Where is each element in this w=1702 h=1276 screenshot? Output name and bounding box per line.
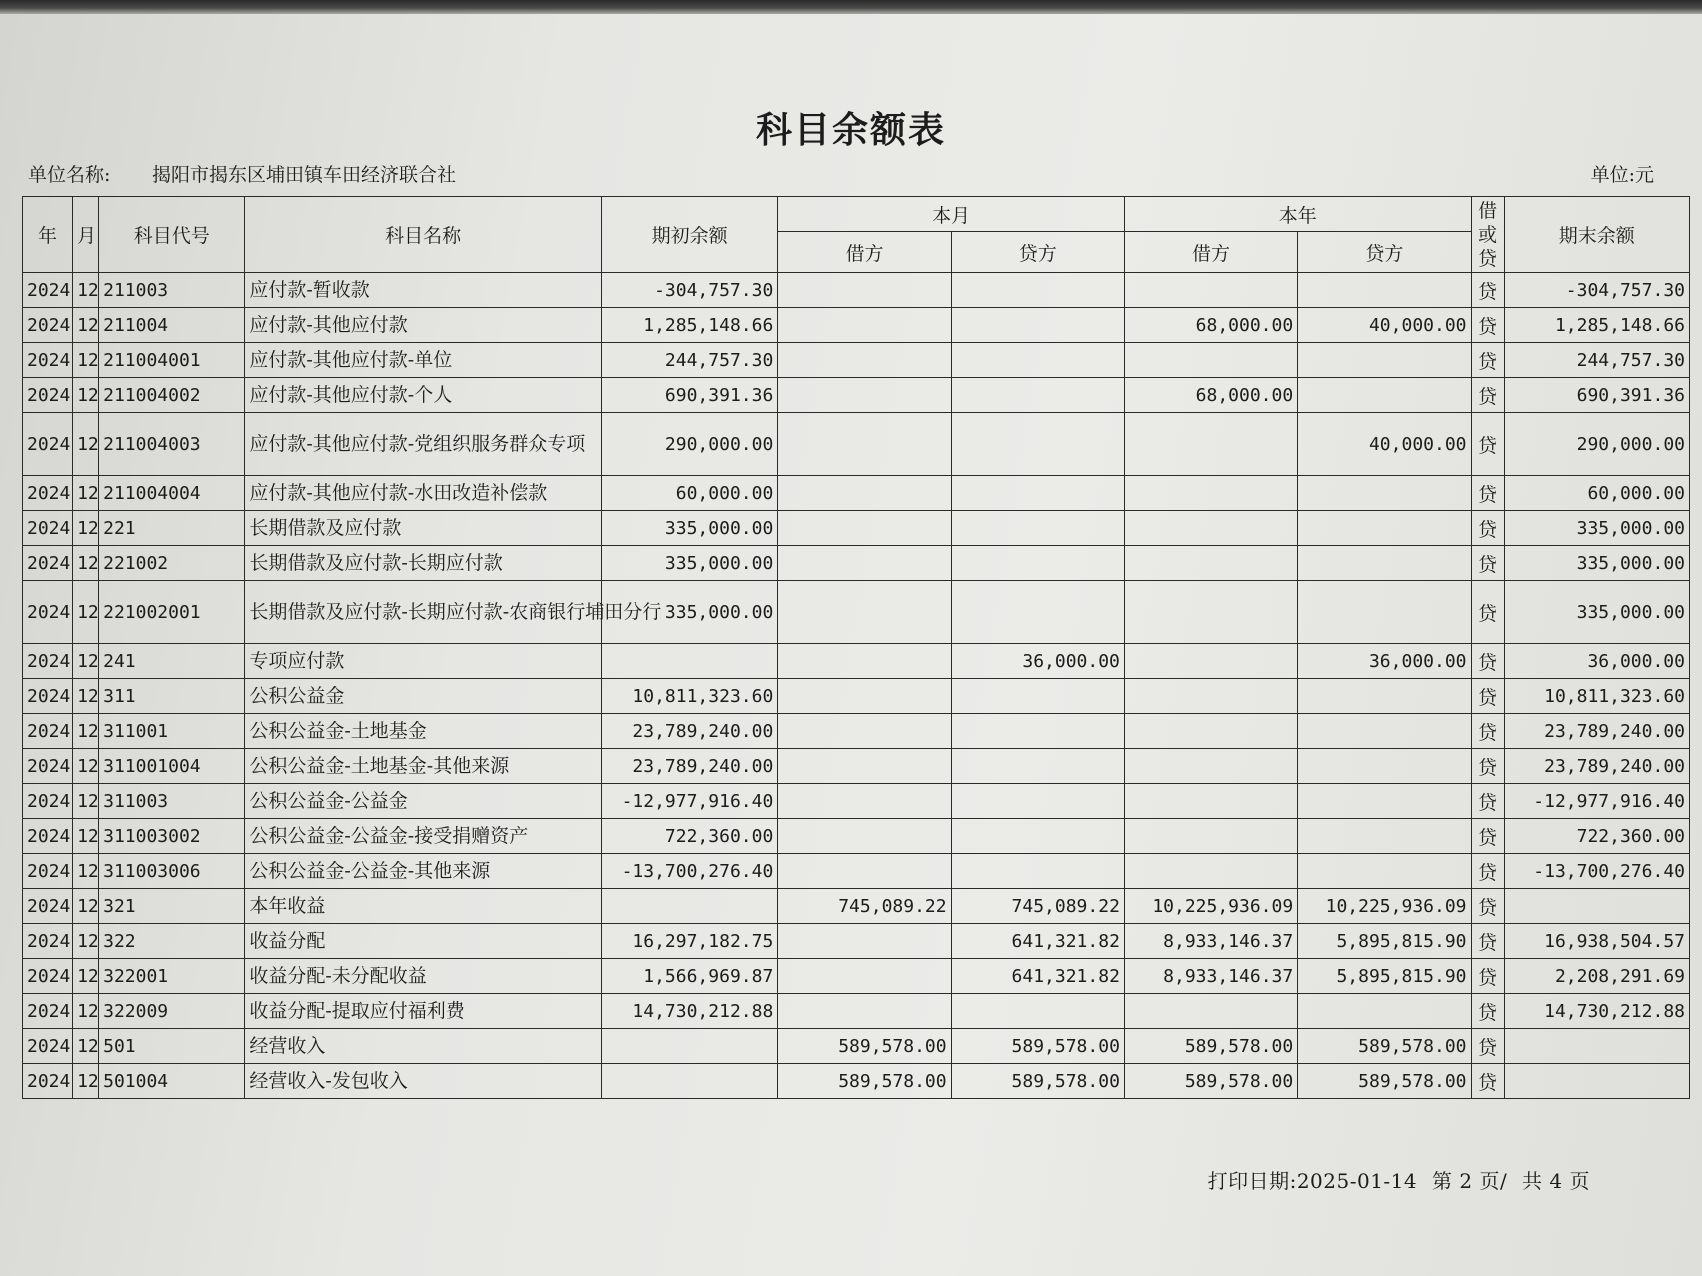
cell-month: 12 — [73, 378, 99, 413]
cell-closing-balance: 14,730,212.88 — [1504, 994, 1689, 1029]
cell-month-debit — [778, 749, 951, 784]
cell-account-name: 专项应付款 — [245, 644, 602, 679]
cell-opening-balance: 690,391.36 — [601, 378, 777, 413]
cell-direction: 贷 — [1471, 308, 1504, 343]
table-row — [23, 581, 1690, 644]
table-row — [23, 854, 1690, 889]
cell-month-debit — [778, 854, 951, 889]
cell-year-debit — [1124, 679, 1297, 714]
cell-closing-balance — [1504, 1064, 1689, 1099]
cell-month-credit — [951, 581, 1124, 644]
cell-opening-balance: 23,789,240.00 — [601, 714, 777, 749]
cell-account-name: 收益分配-提取应付福利费 — [245, 994, 602, 1029]
cell-year-debit: 589,578.00 — [1124, 1029, 1297, 1064]
cell-year-debit — [1124, 546, 1297, 581]
cell-year: 2024 — [23, 378, 73, 413]
report-sheet — [0, 14, 1702, 1276]
cell-account-name: 应付款-暂收款 — [245, 273, 602, 308]
print-date: 打印日期:2025-01-14 — [1207, 1169, 1418, 1193]
cell-year: 2024 — [23, 819, 73, 854]
cell-month-credit — [951, 511, 1124, 546]
cell-account-code: 241 — [99, 644, 245, 679]
cell-account-name: 公积公益金-公益金 — [245, 784, 602, 819]
cell-account-code: 311003002 — [99, 819, 245, 854]
cell-account-code: 322001 — [99, 959, 245, 994]
cell-year-credit — [1298, 714, 1471, 749]
table-row — [23, 924, 1690, 959]
table-row — [23, 959, 1690, 994]
cell-closing-balance: 335,000.00 — [1504, 546, 1689, 581]
cell-year-credit: 40,000.00 — [1298, 308, 1471, 343]
cell-opening-balance: 335,000.00 — [601, 546, 777, 581]
cell-year-debit — [1124, 413, 1297, 476]
cell-year-credit — [1298, 378, 1471, 413]
header-year: 年 — [23, 197, 73, 273]
cell-direction: 贷 — [1471, 714, 1504, 749]
cell-year: 2024 — [23, 784, 73, 819]
cell-year-debit: 68,000.00 — [1124, 308, 1297, 343]
header-year-credit: 贷方 — [1298, 232, 1471, 273]
cell-month-debit: 589,578.00 — [778, 1064, 951, 1099]
cell-account-code: 501004 — [99, 1064, 245, 1099]
cell-month-debit — [778, 819, 951, 854]
cell-month-credit — [951, 378, 1124, 413]
table-row — [23, 784, 1690, 819]
cell-month: 12 — [73, 476, 99, 511]
report-title: 科目余额表 — [755, 109, 946, 151]
cell-account-code: 211004 — [99, 308, 245, 343]
cell-opening-balance: 290,000.00 — [601, 413, 777, 476]
cell-account-code: 501 — [99, 1029, 245, 1064]
cell-closing-balance: 335,000.00 — [1504, 511, 1689, 546]
cell-account-code: 311003 — [99, 784, 245, 819]
cell-year-credit: 10,225,936.09 — [1298, 889, 1471, 924]
cell-year-credit: 589,578.00 — [1298, 1064, 1471, 1099]
cell-month-debit — [778, 959, 951, 994]
cell-month-credit: 36,000.00 — [951, 644, 1124, 679]
cell-opening-balance: -13,700,276.40 — [601, 854, 777, 889]
cell-account-code: 211004003 — [99, 413, 245, 476]
cell-direction: 贷 — [1471, 476, 1504, 511]
cell-account-code: 221 — [99, 511, 245, 546]
cell-month-credit — [951, 343, 1124, 378]
cell-month-credit: 641,321.82 — [951, 959, 1124, 994]
table-body — [23, 273, 1690, 1099]
cell-year-debit — [1124, 273, 1297, 308]
cell-year-credit — [1298, 749, 1471, 784]
cell-year-credit: 5,895,815.90 — [1298, 959, 1471, 994]
cell-direction: 贷 — [1471, 889, 1504, 924]
cell-year: 2024 — [23, 924, 73, 959]
cell-month-debit — [778, 714, 951, 749]
cell-year: 2024 — [23, 749, 73, 784]
cell-month-debit — [778, 343, 951, 378]
cell-month: 12 — [73, 714, 99, 749]
cell-direction: 贷 — [1471, 378, 1504, 413]
cell-account-name: 经营收入-发包收入 — [245, 1064, 602, 1099]
cell-month: 12 — [73, 273, 99, 308]
cell-month: 12 — [73, 546, 99, 581]
cell-month: 12 — [73, 959, 99, 994]
cell-year-credit — [1298, 343, 1471, 378]
cell-year-debit — [1124, 749, 1297, 784]
cell-opening-balance: 10,811,323.60 — [601, 679, 777, 714]
cell-month: 12 — [73, 1064, 99, 1099]
cell-direction: 贷 — [1471, 511, 1504, 546]
cell-year-debit — [1124, 581, 1297, 644]
table-row — [23, 889, 1690, 924]
cell-account-name: 公积公益金-公益金-其他来源 — [245, 854, 602, 889]
cell-year-credit — [1298, 273, 1471, 308]
cell-month-credit — [951, 476, 1124, 511]
cell-year-debit — [1124, 644, 1297, 679]
cell-year: 2024 — [23, 343, 73, 378]
cell-year-debit — [1124, 714, 1297, 749]
header-month: 月 — [73, 197, 99, 273]
table-row — [23, 994, 1690, 1029]
cell-direction: 贷 — [1471, 644, 1504, 679]
cell-year-credit — [1298, 679, 1471, 714]
cell-account-code: 211003 — [99, 273, 245, 308]
table-row — [23, 378, 1690, 413]
header-direction: 借 或 贷 — [1471, 197, 1504, 273]
cell-year-credit — [1298, 994, 1471, 1029]
cell-account-name: 公积公益金 — [245, 679, 602, 714]
cell-account-name: 长期借款及应付款-长期应付款 — [245, 546, 602, 581]
cell-year: 2024 — [23, 413, 73, 476]
cell-year-credit — [1298, 546, 1471, 581]
table-row — [23, 714, 1690, 749]
cell-month-credit — [951, 679, 1124, 714]
cell-direction: 贷 — [1471, 854, 1504, 889]
cell-month: 12 — [73, 413, 99, 476]
table-row — [23, 679, 1690, 714]
cell-account-name: 公积公益金-土地基金 — [245, 714, 602, 749]
cell-month-credit — [951, 819, 1124, 854]
table-row — [23, 546, 1690, 581]
cell-year: 2024 — [23, 1064, 73, 1099]
cell-account-code: 322009 — [99, 994, 245, 1029]
cell-opening-balance: 722,360.00 — [601, 819, 777, 854]
cell-year-credit: 36,000.00 — [1298, 644, 1471, 679]
header-closing: 期末余额 — [1504, 197, 1689, 273]
cell-month-credit — [951, 413, 1124, 476]
cell-year: 2024 — [23, 959, 73, 994]
cell-month-debit — [778, 784, 951, 819]
cell-direction: 贷 — [1471, 413, 1504, 476]
cell-opening-balance: 60,000.00 — [601, 476, 777, 511]
cell-month: 12 — [73, 854, 99, 889]
cell-direction: 贷 — [1471, 273, 1504, 308]
cell-month-credit — [951, 994, 1124, 1029]
cell-month-credit — [951, 308, 1124, 343]
table-row — [23, 644, 1690, 679]
cell-year-credit — [1298, 819, 1471, 854]
cell-month-debit: 589,578.00 — [778, 1029, 951, 1064]
cell-closing-balance: 690,391.36 — [1504, 378, 1689, 413]
cell-closing-balance: 23,789,240.00 — [1504, 749, 1689, 784]
cell-account-name: 应付款-其他应付款-单位 — [245, 343, 602, 378]
cell-account-name: 收益分配 — [245, 924, 602, 959]
cell-account-code: 321 — [99, 889, 245, 924]
cell-year-credit: 40,000.00 — [1298, 413, 1471, 476]
cell-closing-balance: 722,360.00 — [1504, 819, 1689, 854]
cell-opening-balance: -12,977,916.40 — [601, 784, 777, 819]
cell-month: 12 — [73, 343, 99, 378]
cell-year-debit — [1124, 784, 1297, 819]
cell-account-code: 311003006 — [99, 854, 245, 889]
cell-opening-balance: 23,789,240.00 — [601, 749, 777, 784]
table-row — [23, 1064, 1690, 1099]
header-code: 科目代号 — [99, 197, 245, 273]
cell-month-debit — [778, 581, 951, 644]
cell-closing-balance: 290,000.00 — [1504, 413, 1689, 476]
cell-direction: 贷 — [1471, 749, 1504, 784]
cell-direction: 贷 — [1471, 959, 1504, 994]
cell-direction: 贷 — [1471, 784, 1504, 819]
cell-opening-balance — [601, 644, 777, 679]
cell-account-name: 应付款-其他应付款 — [245, 308, 602, 343]
cell-year-debit: 8,933,146.37 — [1124, 959, 1297, 994]
cell-month: 12 — [73, 924, 99, 959]
cell-month-credit — [951, 854, 1124, 889]
cell-month-debit: 745,089.22 — [778, 889, 951, 924]
cell-month-debit — [778, 511, 951, 546]
cell-closing-balance: 60,000.00 — [1504, 476, 1689, 511]
cell-year: 2024 — [23, 679, 73, 714]
cell-closing-balance: -304,757.30 — [1504, 273, 1689, 308]
cell-month-credit: 589,578.00 — [951, 1029, 1124, 1064]
cell-account-code: 311001 — [99, 714, 245, 749]
header-month-debit: 借方 — [778, 232, 951, 273]
cell-closing-balance: 2,208,291.69 — [1504, 959, 1689, 994]
cell-month: 12 — [73, 644, 99, 679]
cell-account-code: 311001004 — [99, 749, 245, 784]
cell-account-name: 长期借款及应付款-长期应付款-农商银行埔田分行 — [245, 581, 602, 644]
header-name: 科目名称 — [245, 197, 602, 273]
cell-month-credit — [951, 714, 1124, 749]
cell-month-credit — [951, 273, 1124, 308]
cell-month: 12 — [73, 511, 99, 546]
cell-year-debit: 10,225,936.09 — [1124, 889, 1297, 924]
cell-account-code: 322 — [99, 924, 245, 959]
cell-year-debit — [1124, 343, 1297, 378]
cell-account-code: 211004004 — [99, 476, 245, 511]
cell-month-debit — [778, 308, 951, 343]
cell-closing-balance: 10,811,323.60 — [1504, 679, 1689, 714]
header-this-year: 本年 — [1124, 197, 1471, 232]
cell-year: 2024 — [23, 476, 73, 511]
page-total: 共 4 页 — [1522, 1169, 1590, 1193]
cell-month: 12 — [73, 1029, 99, 1064]
cell-closing-balance: -12,977,916.40 — [1504, 784, 1689, 819]
cell-account-name: 公积公益金-公益金-接受捐赠资产 — [245, 819, 602, 854]
cell-month: 12 — [73, 749, 99, 784]
cell-month-debit — [778, 994, 951, 1029]
cell-account-name: 应付款-其他应付款-个人 — [245, 378, 602, 413]
cell-year: 2024 — [23, 546, 73, 581]
cell-direction: 贷 — [1471, 343, 1504, 378]
cell-month-debit — [778, 679, 951, 714]
table-row — [23, 343, 1690, 378]
cell-closing-balance: -13,700,276.40 — [1504, 854, 1689, 889]
header-year-debit: 借方 — [1124, 232, 1297, 273]
cell-year: 2024 — [23, 581, 73, 644]
cell-account-name: 经营收入 — [245, 1029, 602, 1064]
cell-account-name: 本年收益 — [245, 889, 602, 924]
cell-opening-balance — [601, 1029, 777, 1064]
cell-month-debit — [778, 644, 951, 679]
cell-closing-balance — [1504, 1029, 1689, 1064]
cell-month-credit: 745,089.22 — [951, 889, 1124, 924]
cell-month: 12 — [73, 308, 99, 343]
cell-opening-balance — [601, 889, 777, 924]
cell-closing-balance: 23,789,240.00 — [1504, 714, 1689, 749]
table-row — [23, 749, 1690, 784]
page-number: 第 2 页/ — [1432, 1169, 1508, 1193]
cell-year: 2024 — [23, 854, 73, 889]
cell-account-name: 应付款-其他应付款-党组织服务群众专项 — [245, 413, 602, 476]
cell-account-name: 公积公益金-土地基金-其他来源 — [245, 749, 602, 784]
header-month-credit: 贷方 — [951, 232, 1124, 273]
cell-month-credit — [951, 784, 1124, 819]
table-row — [23, 476, 1690, 511]
table-row — [23, 511, 1690, 546]
cell-account-name: 应付款-其他应付款-水田改造补偿款 — [245, 476, 602, 511]
cell-year-debit — [1124, 854, 1297, 889]
cell-month: 12 — [73, 889, 99, 924]
cell-closing-balance: 16,938,504.57 — [1504, 924, 1689, 959]
cell-year-debit: 589,578.00 — [1124, 1064, 1297, 1099]
table-row — [23, 308, 1690, 343]
cell-closing-balance: 1,285,148.66 — [1504, 308, 1689, 343]
page-footer — [1200, 1165, 1590, 1194]
cell-year: 2024 — [23, 644, 73, 679]
cell-account-name: 长期借款及应付款 — [245, 511, 602, 546]
cell-month: 12 — [73, 679, 99, 714]
cell-month-debit — [778, 273, 951, 308]
cell-opening-balance: 1,566,969.87 — [601, 959, 777, 994]
cell-direction: 贷 — [1471, 924, 1504, 959]
cell-opening-balance: 244,757.30 — [601, 343, 777, 378]
cell-year-credit — [1298, 511, 1471, 546]
header-this-month: 本月 — [778, 197, 1125, 232]
cell-year-credit — [1298, 581, 1471, 644]
cell-opening-balance: 1,285,148.66 — [601, 308, 777, 343]
table-row — [23, 413, 1690, 476]
cell-year-debit: 8,933,146.37 — [1124, 924, 1297, 959]
cell-direction: 贷 — [1471, 994, 1504, 1029]
cell-month-credit — [951, 546, 1124, 581]
cell-year: 2024 — [23, 714, 73, 749]
cell-year-debit — [1124, 994, 1297, 1029]
cell-direction: 贷 — [1471, 546, 1504, 581]
cell-account-code: 211004002 — [99, 378, 245, 413]
cell-year-debit — [1124, 476, 1297, 511]
cell-account-name: 收益分配-未分配收益 — [245, 959, 602, 994]
cell-month-debit — [778, 546, 951, 581]
cell-year-debit — [1124, 511, 1297, 546]
table-row — [23, 819, 1690, 854]
cell-direction: 贷 — [1471, 1029, 1504, 1064]
currency-unit: 单位:元 — [1590, 164, 1654, 186]
cell-closing-balance: 335,000.00 — [1504, 581, 1689, 644]
unit-name-label: 单位名称: — [28, 164, 111, 186]
cell-year: 2024 — [23, 308, 73, 343]
cell-month-credit — [951, 749, 1124, 784]
cell-month-credit: 589,578.00 — [951, 1064, 1124, 1099]
cell-month-credit: 641,321.82 — [951, 924, 1124, 959]
cell-opening-balance: -304,757.30 — [601, 273, 777, 308]
unit-name-value: 揭阳市揭东区埔田镇车田经济联合社 — [152, 164, 457, 186]
cell-year-credit: 5,895,815.90 — [1298, 924, 1471, 959]
cell-month: 12 — [73, 581, 99, 644]
cell-year-debit — [1124, 819, 1297, 854]
cell-account-code: 211004001 — [99, 343, 245, 378]
cell-month: 12 — [73, 819, 99, 854]
cell-year-credit — [1298, 854, 1471, 889]
cell-direction: 贷 — [1471, 819, 1504, 854]
cell-year-credit: 589,578.00 — [1298, 1029, 1471, 1064]
cell-year-debit: 68,000.00 — [1124, 378, 1297, 413]
cell-opening-balance: 335,000.00 — [601, 581, 777, 644]
cell-month: 12 — [73, 784, 99, 819]
cell-account-code: 221002001 — [99, 581, 245, 644]
cell-closing-balance: 244,757.30 — [1504, 343, 1689, 378]
table-row — [23, 1029, 1690, 1064]
cell-year-credit — [1298, 784, 1471, 819]
cell-year: 2024 — [23, 1029, 73, 1064]
balance-table — [22, 196, 1690, 1099]
cell-year: 2024 — [23, 511, 73, 546]
header-opening: 期初余额 — [601, 197, 777, 273]
cell-direction: 贷 — [1471, 1064, 1504, 1099]
cell-opening-balance: 14,730,212.88 — [601, 994, 777, 1029]
cell-year-credit — [1298, 476, 1471, 511]
cell-opening-balance — [601, 1064, 777, 1099]
cell-month-debit — [778, 378, 951, 413]
cell-year: 2024 — [23, 994, 73, 1029]
cell-year: 2024 — [23, 889, 73, 924]
cell-closing-balance — [1504, 889, 1689, 924]
cell-month: 12 — [73, 994, 99, 1029]
cell-opening-balance: 16,297,182.75 — [601, 924, 777, 959]
cell-year: 2024 — [23, 273, 73, 308]
cell-account-code: 311 — [99, 679, 245, 714]
cell-direction: 贷 — [1471, 679, 1504, 714]
table-row — [23, 273, 1690, 308]
cell-opening-balance: 335,000.00 — [601, 511, 777, 546]
cell-direction: 贷 — [1471, 581, 1504, 644]
cell-closing-balance: 36,000.00 — [1504, 644, 1689, 679]
cell-month-debit — [778, 924, 951, 959]
cell-account-code: 221002 — [99, 546, 245, 581]
cell-month-debit — [778, 476, 951, 511]
cell-month-debit — [778, 413, 951, 476]
